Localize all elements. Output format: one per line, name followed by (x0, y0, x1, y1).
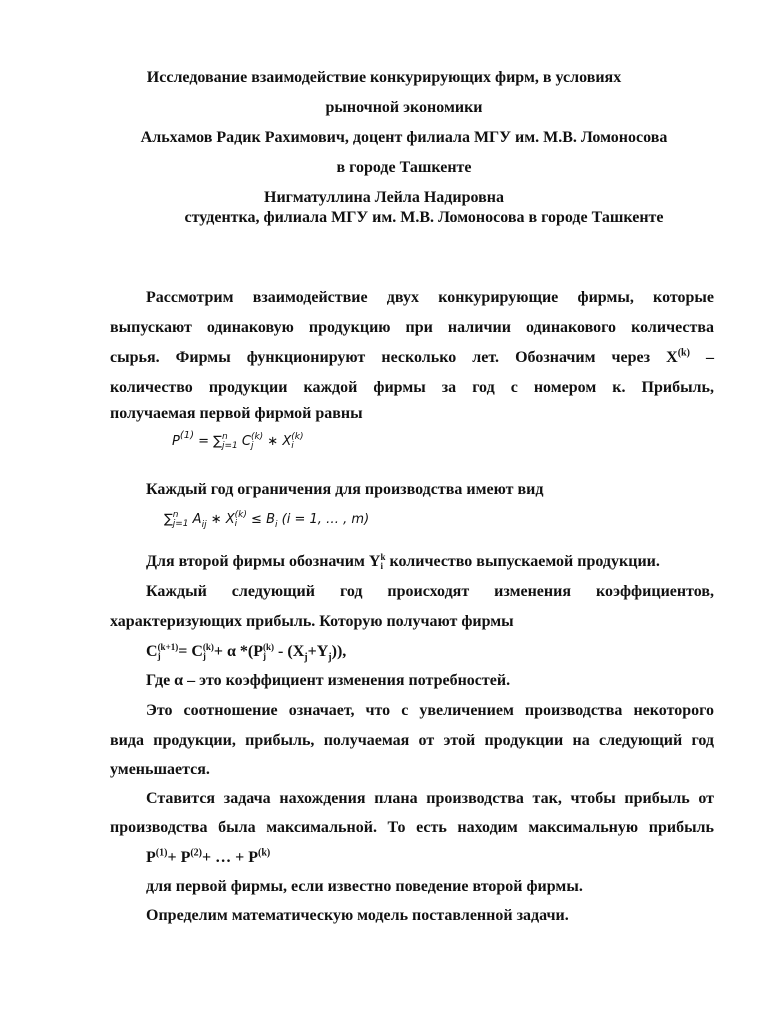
formula-coefficient-update: C(k+1) j = C(k) j + α *(P(k) $j - (X_j+Y_j)$), (146, 642, 347, 664)
formula-profit: $P^{(1)} = \sum n$ j=1 C(k) j ∗ X(k) i (172, 430, 304, 451)
paragraph-6-line-1: Это соотношение означает, что с увеличением производства некоторого (146, 702, 714, 719)
author2-name: Нигматуллина Лейла Надировна (264, 189, 504, 206)
formula-constraint: ∑n j=1 $A_{ij}$ ∗ X(k) $i \le B_i$ (i = 1, … , m) (164, 509, 370, 530)
paragraph-4-line-2: характеризующих прибыль. Которую получают фирмы (110, 613, 514, 630)
paragraph-4-line-1: Каждый следующий год происходят изменения коэффициентов, (146, 583, 714, 600)
paragraph-5: Где α – это коэффициент изменения потребностей. (146, 672, 511, 689)
paragraph-7-line-1: Ставится задача нахождения плана производства так, чтобы прибыль от (146, 790, 714, 807)
paragraph-1-line-4: количество продукции каждой фирмы за год с номером к. Прибыль, (110, 379, 714, 396)
paragraph-1-line-3: сырья. Фирмы функционируют несколько лет. Обозначим через $X^{(k)}$ – (110, 347, 715, 366)
author1-line-1: Альхамов Радик Рахимович, доцент филиала МГУ им. М.В. Ломоносова (140, 129, 668, 146)
paragraph-1-line-5: получаемая первой фирмой равны (110, 405, 363, 422)
paragraph-7-line-2: производства была максимальной. То есть находим максимальную прибыль (110, 819, 714, 836)
paragraph-9: Определим математическую модель поставленной задачи. (146, 907, 569, 924)
paragraph-2: Каждый год ограничения для производства имеют вид (146, 481, 544, 498)
title-line-2: рыночной экономики (325, 99, 483, 116)
paragraph-1-line-1: Рассмотрим взаимодействие двух конкурирующие фирмы, которые (146, 289, 714, 306)
paragraph-6-line-2: вида продукции, прибыль, получаемая от этой продукции на следующий год (110, 732, 714, 749)
paragraph-3: Для второй фирмы обозначим Yk i количество выпускаемой продукции. (146, 552, 660, 572)
formula-total-profit: $P^{(1)}+ P^{(2)}+$ … + $P^{(k)}$ (146, 847, 271, 866)
paragraph-6-line-3: уменьшается. (110, 761, 210, 778)
paragraph-1-line-2: выпускают одинаковую продукцию при наличии одинакового количества (110, 319, 714, 336)
title-line-1: Исследование взаимодействие конкурирующих фирм, в условиях (146, 69, 622, 86)
author1-line-2: в городе Ташкенте (336, 159, 472, 176)
paragraph-8: для первой фирмы, если известно поведение второй фирмы. (146, 878, 583, 895)
author2-affiliation: студентка, филиала МГУ им. М.В. Ломоносова в городе Ташкенте (184, 209, 664, 226)
